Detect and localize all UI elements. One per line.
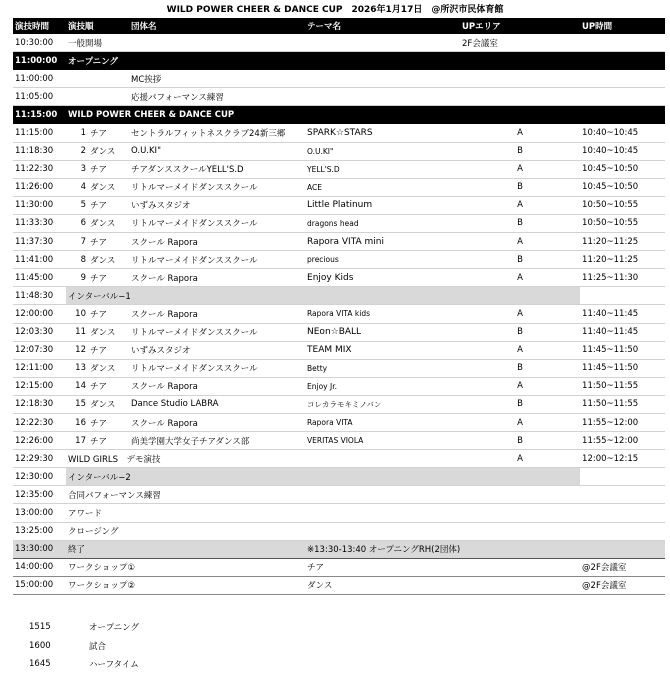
schedule-row-plain bbox=[13, 522, 665, 540]
entry-up-area: B bbox=[460, 395, 580, 413]
footer-body bbox=[13, 618, 139, 674]
row-time: 12:00:00 bbox=[13, 305, 66, 323]
entry-number: 14 bbox=[66, 377, 88, 395]
row-time: 14:00:00 bbox=[13, 558, 66, 576]
entry-theme: Rapora VITA bbox=[305, 413, 460, 431]
entry-up-time: 10:40~10:45 bbox=[580, 124, 665, 142]
entry-team: リトルマーメイドダンススクール bbox=[129, 178, 305, 196]
row-blank bbox=[580, 287, 665, 305]
schedule-row-entry bbox=[13, 214, 665, 232]
row-time: 12:35:00 bbox=[13, 486, 66, 504]
row-time: 11:48:30 bbox=[13, 287, 66, 305]
entry-up-area: B bbox=[460, 178, 580, 196]
footer-label: 試合 bbox=[89, 641, 107, 652]
entry-team: いずみスタジオ bbox=[129, 341, 305, 359]
entry-theme: Enjoy Jr. bbox=[305, 377, 460, 395]
row-blank bbox=[580, 468, 665, 486]
entry-up-time: 10:50~10:55 bbox=[580, 214, 665, 232]
row-time: 13:25:00 bbox=[13, 522, 66, 540]
row-time: 11:22:30 bbox=[13, 160, 66, 178]
schedule-row-end bbox=[13, 540, 665, 558]
schedule-row-block bbox=[13, 106, 665, 124]
entry-up-time: 10:50~10:55 bbox=[580, 196, 665, 214]
row-time: 11:15:00 bbox=[13, 106, 66, 124]
row-area: 2F会議室 bbox=[460, 34, 665, 52]
entry-up-area: A bbox=[460, 124, 580, 142]
entry-up-time: 12:00~12:15 bbox=[580, 450, 665, 468]
entry-category: ダンス bbox=[88, 142, 129, 160]
header-order: 演技順 bbox=[66, 18, 129, 34]
footer-row bbox=[13, 637, 139, 656]
entry-number: 2 bbox=[66, 142, 88, 160]
entry-up-area: A bbox=[460, 377, 580, 395]
entry-up-area: A bbox=[460, 305, 580, 323]
row-time: 11:18:30 bbox=[13, 142, 66, 160]
workshop-theme: チア bbox=[305, 558, 580, 576]
entry-theme: YELL'S.D bbox=[305, 160, 460, 178]
schedule-table bbox=[13, 18, 665, 595]
entry-up-area: A bbox=[460, 413, 580, 431]
section-label: WILD POWER CHEER & DANCE CUP bbox=[66, 106, 665, 124]
entry-category: チア bbox=[88, 377, 129, 395]
footer-row bbox=[13, 655, 139, 674]
entry-up-time: 10:40~10:45 bbox=[580, 142, 665, 160]
entry-up-area: A bbox=[460, 233, 580, 251]
entry-theme: NEon☆BALL bbox=[305, 323, 460, 341]
schedule-row-entry bbox=[13, 196, 665, 214]
entry-number: 4 bbox=[66, 178, 88, 196]
entry-up-area: A bbox=[460, 269, 580, 287]
entry-team: O.U.KI" bbox=[129, 142, 305, 160]
schedule-row-entry bbox=[13, 432, 665, 450]
row-time: 11:05:00 bbox=[13, 88, 66, 106]
entry-up-time: 11:45~11:50 bbox=[580, 359, 665, 377]
schedule-row-entry bbox=[13, 251, 665, 269]
row-blank bbox=[66, 88, 129, 106]
row-blank bbox=[66, 70, 129, 88]
footer-label: オープニング bbox=[89, 623, 139, 634]
schedule-row-entry bbox=[13, 269, 665, 287]
table-header-row bbox=[13, 18, 665, 34]
row-area bbox=[460, 504, 665, 522]
entry-category: ダンス bbox=[88, 251, 129, 269]
entry-team: スクール Rapora bbox=[129, 233, 305, 251]
entry-up-time: 11:25~11:30 bbox=[580, 269, 665, 287]
row-time: 12:29:30 bbox=[13, 450, 66, 468]
entry-number: 17 bbox=[66, 432, 88, 450]
entry-theme: SPARK☆STARS bbox=[305, 124, 460, 142]
schedule-row-sub bbox=[13, 88, 665, 106]
entry-category: チア bbox=[88, 233, 129, 251]
row-time: 11:00:00 bbox=[13, 70, 66, 88]
entry-up-area: A bbox=[460, 196, 580, 214]
workshop-room: @2F会議室 bbox=[580, 576, 665, 594]
schedule-row-entry bbox=[13, 377, 665, 395]
row-time: 12:15:00 bbox=[13, 377, 66, 395]
entry-team: リトルマーメイドダンススクール bbox=[129, 251, 305, 269]
row-label: 終了 bbox=[66, 540, 305, 558]
entry-up-area: B bbox=[460, 432, 580, 450]
row-time: 12:26:00 bbox=[13, 432, 66, 450]
row-time: 12:30:00 bbox=[13, 468, 66, 486]
schedule-row-entry bbox=[13, 323, 665, 341]
entry-theme: Little Platinum bbox=[305, 196, 460, 214]
footer-code: 1645 bbox=[29, 659, 51, 670]
schedule-body bbox=[13, 18, 665, 594]
entry-number: 10 bbox=[66, 305, 88, 323]
workshop-room: @2F会議室 bbox=[580, 558, 665, 576]
entry-category: チア bbox=[88, 124, 129, 142]
entry-up-time: 10:45~10:50 bbox=[580, 160, 665, 178]
footer-row bbox=[13, 618, 139, 637]
entry-theme: TEAM MIX bbox=[305, 341, 460, 359]
schedule-row-plain bbox=[13, 34, 665, 52]
entry-team: スクール Rapora bbox=[129, 305, 305, 323]
footer-label: ハーフタイム bbox=[89, 660, 139, 671]
entry-category: チア bbox=[88, 341, 129, 359]
schedule-row-entry bbox=[13, 413, 665, 431]
entry-category: チア bbox=[88, 413, 129, 431]
entry-up-time: 11:20~11:25 bbox=[580, 251, 665, 269]
schedule-row-entry bbox=[13, 305, 665, 323]
entry-category: ダンス bbox=[88, 214, 129, 232]
entry-team: 尚美学園大学女子チアダンス部 bbox=[129, 432, 305, 450]
entry-category: チア bbox=[88, 160, 129, 178]
row-time: 12:07:30 bbox=[13, 341, 66, 359]
schedule-row-entry bbox=[13, 395, 665, 413]
section-label: オープニング bbox=[66, 52, 665, 70]
schedule-row-sub bbox=[13, 70, 665, 88]
entry-up-time: 11:55~12:00 bbox=[580, 413, 665, 431]
row-time: 12:11:00 bbox=[13, 359, 66, 377]
entry-up-area: B bbox=[460, 142, 580, 160]
header-theme: テーマ名 bbox=[305, 18, 460, 34]
schedule-row-entry bbox=[13, 142, 665, 160]
entry-team: セントラルフィットネスクラブ24新三郷 bbox=[129, 124, 305, 142]
row-label: クロージング bbox=[66, 522, 460, 540]
header-time: 演技時間 bbox=[13, 18, 66, 34]
row-time: 11:45:00 bbox=[13, 269, 66, 287]
entry-up-area: B bbox=[460, 214, 580, 232]
entry-number: 12 bbox=[66, 341, 88, 359]
row-label: WILD GIRLS デモ演技 bbox=[66, 450, 460, 468]
entry-number: 13 bbox=[66, 359, 88, 377]
entry-up-time: 11:50~11:55 bbox=[580, 377, 665, 395]
footer-code: 1600 bbox=[29, 640, 51, 651]
footer-notes bbox=[13, 618, 139, 674]
entry-theme: dragons head bbox=[305, 214, 460, 232]
row-label: 一般開場 bbox=[66, 34, 460, 52]
entry-up-time: 11:55~12:00 bbox=[580, 432, 665, 450]
row-time: 13:00:00 bbox=[13, 504, 66, 522]
entry-team: スクール Rapora bbox=[129, 377, 305, 395]
schedule-row-entry bbox=[13, 178, 665, 196]
schedule-row-plain bbox=[13, 486, 665, 504]
entry-number: 15 bbox=[66, 395, 88, 413]
entry-number: 11 bbox=[66, 323, 88, 341]
entry-up-area: B bbox=[460, 323, 580, 341]
schedule-row-entry bbox=[13, 233, 665, 251]
row-time: 11:41:00 bbox=[13, 251, 66, 269]
entry-category: チア bbox=[88, 432, 129, 450]
row-time: 15:00:00 bbox=[13, 576, 66, 594]
entry-category: チア bbox=[88, 305, 129, 323]
schedule-row-entry bbox=[13, 359, 665, 377]
row-time: 11:15:00 bbox=[13, 124, 66, 142]
row-time: 13:30:00 bbox=[13, 540, 66, 558]
entry-up-area: A bbox=[460, 341, 580, 359]
schedule-row-workshop bbox=[13, 558, 665, 576]
entry-up-time: 10:45~10:50 bbox=[580, 178, 665, 196]
schedule-row-entry bbox=[13, 124, 665, 142]
entry-number: 16 bbox=[66, 413, 88, 431]
row-time: 11:26:00 bbox=[13, 178, 66, 196]
entry-number: 7 bbox=[66, 233, 88, 251]
schedule-row-interval bbox=[13, 468, 665, 486]
row-time: 11:37:30 bbox=[13, 233, 66, 251]
schedule-row-plain bbox=[13, 504, 665, 522]
row-time: 11:30:00 bbox=[13, 196, 66, 214]
schedule-row-workshop bbox=[13, 576, 665, 594]
row-time: 12:18:30 bbox=[13, 395, 66, 413]
entry-theme: ACE bbox=[305, 178, 460, 196]
header-team: 団体名 bbox=[129, 18, 305, 34]
schedule-row-demo bbox=[13, 450, 665, 468]
row-label: MC挨拶 bbox=[129, 70, 665, 88]
interval-label: インターバル−2 bbox=[66, 468, 580, 486]
entry-up-time: 11:20~11:25 bbox=[580, 233, 665, 251]
entry-team: チアダンススクールYELL'S.D bbox=[129, 160, 305, 178]
row-time: 11:00:00 bbox=[13, 52, 66, 70]
entry-category: ダンス bbox=[88, 323, 129, 341]
workshop-label: ワークショップ② bbox=[66, 576, 305, 594]
row-label: アワード bbox=[66, 504, 460, 522]
row-time: 12:22:30 bbox=[13, 413, 66, 431]
entry-team: スクール Rapora bbox=[129, 413, 305, 431]
entry-up-area: B bbox=[460, 359, 580, 377]
entry-number: 1 bbox=[66, 124, 88, 142]
entry-category: チア bbox=[88, 269, 129, 287]
entry-up-area: A bbox=[460, 160, 580, 178]
schedule-row-interval bbox=[13, 287, 665, 305]
end-note: ※13:30-13:40 オープニングRH(2団体) bbox=[305, 540, 665, 558]
entry-number: 9 bbox=[66, 269, 88, 287]
row-time: 12:03:30 bbox=[13, 323, 66, 341]
workshop-theme: ダンス bbox=[305, 576, 580, 594]
row-area bbox=[460, 522, 665, 540]
workshop-label: ワークショップ① bbox=[66, 558, 305, 576]
entry-number: 6 bbox=[66, 214, 88, 232]
document-title: WILD POWER CHEER & DANCE CUP 2026年1月17日 @所沢市民体育館 bbox=[166, 5, 504, 15]
entry-category: ダンス bbox=[88, 359, 129, 377]
header-up-time: UP時間 bbox=[580, 18, 665, 34]
entry-team: リトルマーメイドダンススクール bbox=[129, 359, 305, 377]
entry-up-area: B bbox=[460, 251, 580, 269]
entry-up-time: 11:40~11:45 bbox=[580, 305, 665, 323]
row-time: 11:33:30 bbox=[13, 214, 66, 232]
row-label: 合同パフォーマンス練習 bbox=[66, 486, 460, 504]
schedule-row-entry bbox=[13, 341, 665, 359]
row-time: 10:30:00 bbox=[13, 34, 66, 52]
entry-theme: VERITAS VIOLA bbox=[305, 432, 460, 450]
entry-team: いずみスタジオ bbox=[129, 196, 305, 214]
entry-theme: O.U.KI" bbox=[305, 142, 460, 160]
entry-team: リトルマーメイドダンススクール bbox=[129, 323, 305, 341]
entry-theme: Rapora VITA kids bbox=[305, 305, 460, 323]
schedule-row-block bbox=[13, 52, 665, 70]
entry-theme: precious bbox=[305, 251, 460, 269]
entry-team: リトルマーメイドダンススクール bbox=[129, 214, 305, 232]
entry-team: スクール Rapora bbox=[129, 269, 305, 287]
footer-code: 1515 bbox=[29, 622, 51, 633]
interval-label: インターバル−1 bbox=[66, 287, 580, 305]
entry-number: 8 bbox=[66, 251, 88, 269]
header-up-area: UPエリア bbox=[460, 18, 580, 34]
entry-theme: Betty bbox=[305, 359, 460, 377]
entry-category: チア bbox=[88, 196, 129, 214]
entry-up-time: 11:40~11:45 bbox=[580, 323, 665, 341]
entry-up-time: 11:50~11:55 bbox=[580, 395, 665, 413]
row-label: 応援パフォーマンス練習 bbox=[129, 88, 665, 106]
entry-category: ダンス bbox=[88, 178, 129, 196]
entry-number: 5 bbox=[66, 196, 88, 214]
entry-up-area: A bbox=[460, 450, 580, 468]
entry-theme: コレカラモキミノバン bbox=[305, 395, 460, 413]
entry-up-time: 11:45~11:50 bbox=[580, 341, 665, 359]
schedule-row-entry bbox=[13, 160, 665, 178]
row-area bbox=[460, 486, 665, 504]
entry-category: ダンス bbox=[88, 395, 129, 413]
entry-team: Dance Studio LABRA bbox=[129, 395, 305, 413]
entry-number: 3 bbox=[66, 160, 88, 178]
entry-theme: Enjoy Kids bbox=[305, 269, 460, 287]
entry-theme: Rapora VITA mini bbox=[305, 233, 460, 251]
